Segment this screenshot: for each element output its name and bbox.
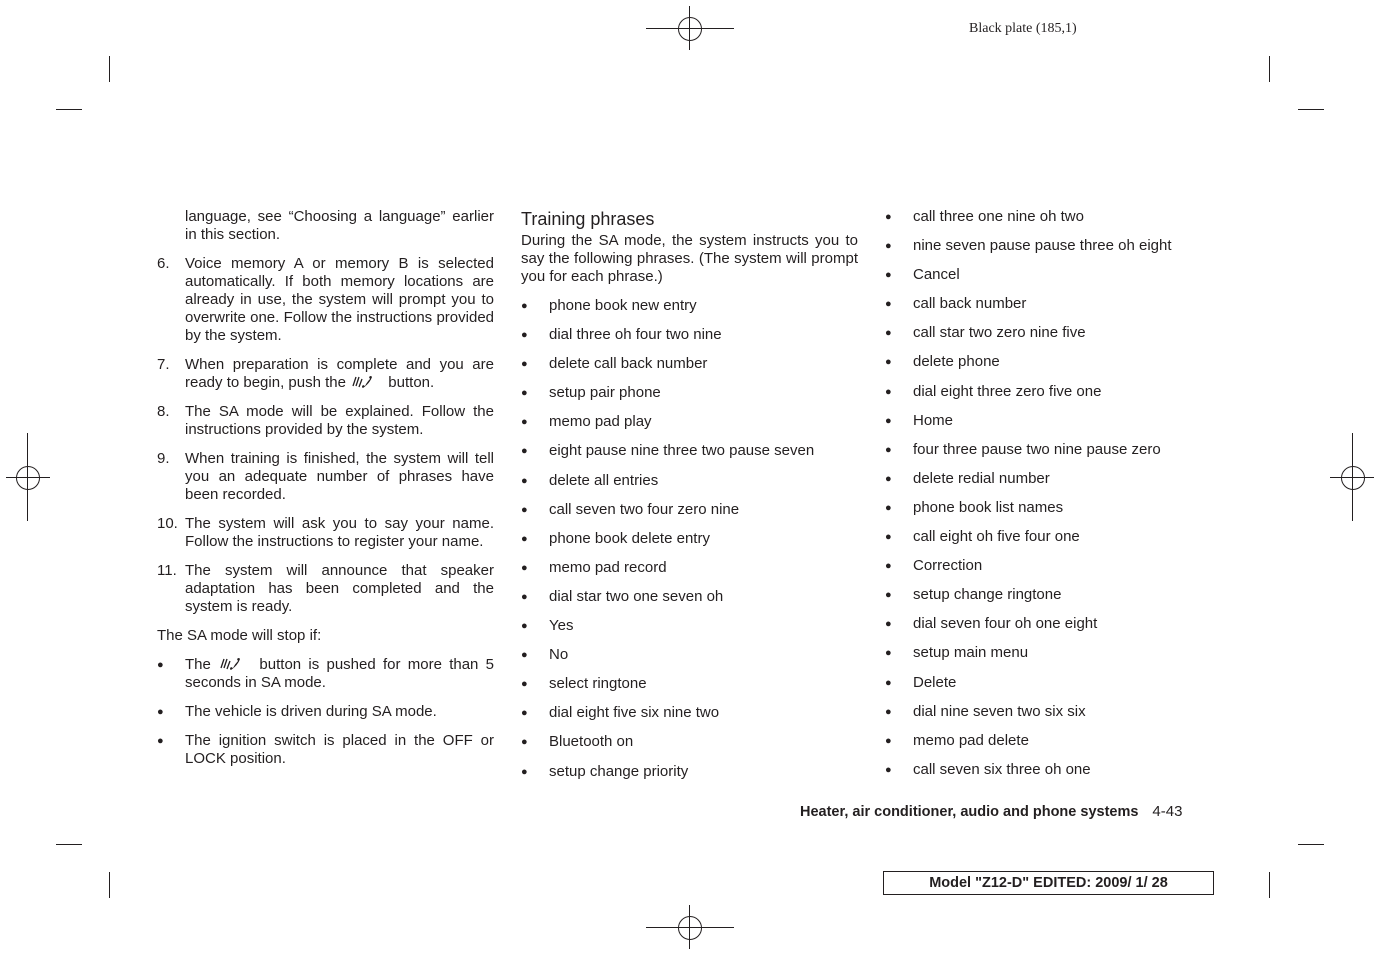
list-item <box>521 646 858 664</box>
list-item <box>885 644 1222 662</box>
bullet: ● <box>521 503 528 516</box>
list-item <box>521 617 858 635</box>
list-item <box>521 559 858 577</box>
step-number: 6. <box>157 255 170 272</box>
step-7 <box>157 356 494 392</box>
bullet: ● <box>521 532 528 545</box>
list-item <box>885 208 1222 226</box>
step-9 <box>157 450 494 504</box>
list-item <box>521 413 858 431</box>
step-text: When preparation is complete and you are ready to begin, push the <box>185 356 494 391</box>
bullet: ● <box>521 678 528 691</box>
phrase-text: Yes <box>549 617 574 635</box>
phrase-text: Bluetooth on <box>549 733 634 751</box>
middle-column <box>521 208 858 792</box>
list-item <box>885 237 1222 255</box>
bullet: ● <box>885 385 892 398</box>
list-item <box>885 703 1222 721</box>
bullet: ● <box>521 649 528 662</box>
intro-text: During the SA mode, the system instructs you to say the following phrases. (The system will prompt you for each phrase.) <box>521 232 858 285</box>
bullet: ● <box>521 387 528 400</box>
bullet: ● <box>521 445 528 458</box>
list-item <box>521 472 858 490</box>
bullet: ● <box>521 707 528 720</box>
right-column <box>885 208 1222 790</box>
phrase-text: setup main menu <box>913 644 1029 662</box>
phrase-text: phone book list names <box>913 498 1064 516</box>
step-number: 8. <box>157 403 170 420</box>
list-item <box>521 384 858 402</box>
phrase-text: memo pad play <box>549 413 652 431</box>
bullet: ● <box>885 560 892 573</box>
list-item <box>521 355 858 373</box>
phrase-text: setup pair phone <box>549 384 661 402</box>
bullet: ● <box>885 298 892 311</box>
bullet: ● <box>885 443 892 456</box>
stop-condition <box>157 732 494 768</box>
phrase-text: four three pause two nine pause zero <box>913 440 1161 458</box>
phrase-text: dial star two one seven oh <box>549 587 724 605</box>
phrase-text: No <box>549 646 569 664</box>
phrase-text: phone book new entry <box>549 297 697 314</box>
step-number: 9. <box>157 450 170 467</box>
phrase-text: call eight oh five four one <box>913 528 1080 546</box>
step-text: When training is finished, the system will tell you an adequate number of phrases have been recorded. <box>185 450 494 503</box>
continuation-text: language, see “Choosing a language” earlier in this section. <box>185 208 494 243</box>
list-item <box>521 326 858 344</box>
stop-condition-text-after: button is pushed for more than 5 seconds in SA mode. <box>185 656 495 691</box>
plate-label: Black plate (185,1) <box>969 21 1077 36</box>
bullet: ● <box>885 618 892 631</box>
list-item <box>521 763 858 781</box>
phrase-text: phone book delete entry <box>549 529 710 547</box>
phrase-text: Cancel <box>913 266 960 284</box>
list-item <box>885 732 1222 750</box>
bullet: ● <box>885 734 892 747</box>
step-text-after: button. <box>388 374 435 391</box>
stop-condition <box>157 703 494 721</box>
list-item <box>885 499 1222 517</box>
bullet: ● <box>157 659 164 671</box>
list-item <box>885 383 1222 401</box>
bullet: ● <box>521 590 528 603</box>
phrase-text: dial three oh four two nine <box>549 326 722 344</box>
bullet: ● <box>157 735 164 747</box>
list-item <box>885 761 1222 779</box>
step-number: 10. <box>157 515 178 532</box>
list-item <box>885 615 1222 633</box>
page-footer <box>800 803 1182 820</box>
bullet: ● <box>521 736 528 749</box>
phrase-text: dial eight three zero five one <box>913 382 1102 400</box>
voice-phone-icon <box>350 374 384 390</box>
bullet: ● <box>885 211 892 223</box>
stop-condition-text: The vehicle is driven during SA mode. <box>185 703 437 720</box>
phrase-text: call back number <box>913 295 1027 313</box>
bullet: ● <box>157 706 164 718</box>
bullet: ● <box>521 620 528 633</box>
bullet: ● <box>885 501 892 514</box>
step-6 <box>157 255 494 345</box>
step-text: The system will ask you to say your name. Follow the instructions to register your name. <box>185 515 494 550</box>
bullet: ● <box>521 765 528 778</box>
list-item <box>521 675 858 693</box>
phrase-list-right <box>885 208 1222 779</box>
step-8 <box>157 403 494 439</box>
bullet: ● <box>885 589 892 602</box>
bullet: ● <box>885 531 892 544</box>
bullet: ● <box>521 561 528 574</box>
bullet: ● <box>885 705 892 718</box>
phrase-text: setup change priority <box>549 762 689 780</box>
phrase-text: memo pad delete <box>913 731 1029 749</box>
stop-condition-text: The <box>185 656 211 673</box>
bullet: ● <box>885 676 892 689</box>
page-number: 4-43 <box>1152 803 1183 820</box>
stop-condition <box>157 656 494 692</box>
phrase-text: Delete <box>913 673 957 691</box>
bullet: ● <box>885 472 892 485</box>
list-item <box>885 528 1222 546</box>
list-item <box>521 733 858 751</box>
phrase-text: Home <box>913 411 954 429</box>
step-text: The system will announce that speaker adaptation has been completed and the system is ready. <box>185 562 494 615</box>
list-item <box>885 470 1222 488</box>
phrase-text: call seven two four zero nine <box>549 500 740 518</box>
phrase-text: dial nine seven two six six <box>913 702 1086 720</box>
bullet: ● <box>885 763 892 776</box>
phrase-text: setup change ringtone <box>913 586 1062 604</box>
list-item <box>885 557 1222 575</box>
bullet: ● <box>885 240 892 253</box>
list-item <box>885 674 1222 692</box>
phrase-text: delete redial number <box>913 469 1050 487</box>
stop-intro: The SA mode will stop if: <box>157 627 322 644</box>
list-item <box>885 324 1222 342</box>
step-10 <box>157 515 494 551</box>
list-item <box>885 412 1222 430</box>
phrase-text: nine seven pause pause three oh eight <box>913 237 1172 255</box>
list-item <box>521 501 858 519</box>
list-item <box>521 297 858 315</box>
phrase-text: select ringtone <box>549 675 647 693</box>
bullet: ● <box>521 300 528 312</box>
list-item <box>521 588 858 606</box>
bullet: ● <box>885 269 892 282</box>
list-item <box>885 441 1222 459</box>
phrase-text: memo pad record <box>549 558 667 576</box>
bullet: ● <box>521 474 528 487</box>
step-text: Voice memory A or memory B is selected automatically. If both memory locations are already in use, the system will prompt you to overwrite one. Follow the instructions provided by the system. <box>185 255 494 344</box>
bullet: ● <box>521 329 528 342</box>
bullet: ● <box>885 647 892 660</box>
phrase-text: call star two zero nine five <box>913 324 1086 342</box>
phrase-list-middle <box>521 297 858 781</box>
phrase-text: Correction <box>913 557 983 575</box>
step-11 <box>157 562 494 616</box>
voice-phone-icon <box>218 656 252 672</box>
phrase-text: eight pause nine three two pause seven <box>549 442 815 460</box>
phrase-text: delete call back number <box>549 355 708 373</box>
step-number: 7. <box>157 356 170 373</box>
phrase-text: call seven six three oh one <box>913 760 1091 778</box>
bullet: ● <box>521 358 528 371</box>
list-item <box>521 530 858 548</box>
list-item <box>885 586 1222 604</box>
phrase-text: call three one nine oh two <box>913 208 1084 225</box>
phrase-text: delete all entries <box>549 471 659 489</box>
stop-condition-text: The ignition switch is placed in the OFF or LOCK position. <box>185 732 494 767</box>
step-text: The SA mode will be explained. Follow the instructions provided by the system. <box>185 403 494 438</box>
bullet: ● <box>885 356 892 369</box>
bullet: ● <box>885 327 892 340</box>
list-item <box>885 353 1222 371</box>
section-heading: Training phrases <box>521 209 655 229</box>
bullet: ● <box>521 416 528 429</box>
step-number: 11. <box>157 562 177 579</box>
phrase-text: dial seven four oh one eight <box>913 615 1098 633</box>
list-item <box>521 442 858 460</box>
phrase-text: delete phone <box>913 353 1000 371</box>
model-edited-box: Model "Z12-D" EDITED: 2009/ 1/ 28 <box>883 871 1214 895</box>
list-item <box>885 295 1222 313</box>
phrase-text: dial eight five six nine two <box>549 704 720 722</box>
left-column <box>157 208 494 768</box>
list-item <box>521 704 858 722</box>
section-title: Heater, air conditioner, audio and phone systems <box>800 804 1139 820</box>
bullet: ● <box>885 414 892 427</box>
list-item <box>885 266 1222 284</box>
